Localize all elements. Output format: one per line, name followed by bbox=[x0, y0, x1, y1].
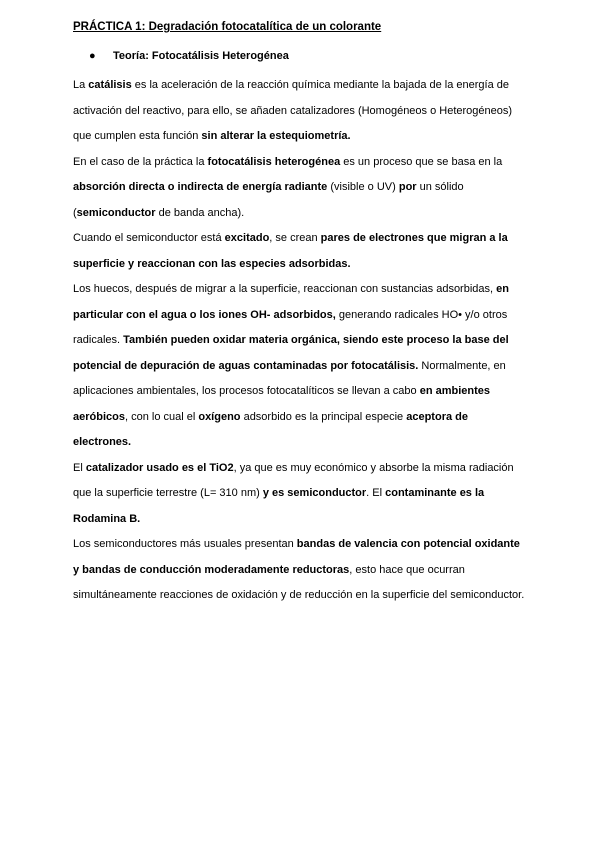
text-run: que cumplen esta función bbox=[73, 130, 202, 142]
bold-text: semiconductor bbox=[76, 206, 156, 219]
text-run: generando radicales HO• y/o otros bbox=[335, 308, 508, 321]
paragraph bbox=[73, 226, 560, 277]
bold-text: por bbox=[398, 181, 417, 193]
text-line bbox=[73, 201, 560, 227]
text-run: , con lo cual el bbox=[124, 410, 199, 423]
paragraph bbox=[73, 277, 560, 456]
text-line bbox=[73, 456, 560, 482]
text-run: activación del reactivo, para ello, se añaden catalizadores (Homogéneos o Heterogéneos) bbox=[73, 104, 513, 117]
text-run: , esto hace que ocurran bbox=[349, 563, 465, 576]
paragraph bbox=[73, 456, 560, 533]
text-run: La bbox=[73, 79, 89, 91]
document-body bbox=[73, 73, 560, 609]
bold-text: en ambientes bbox=[419, 385, 491, 397]
bold-text: pares de electrones que migran a la bbox=[320, 232, 508, 244]
bold-text: Rodamina B. bbox=[73, 512, 141, 525]
text-run: Los semiconductores más usuales presentan bbox=[73, 538, 297, 550]
bold-text: potencial de depuración de aguas contaminadas por fotocatálisis. bbox=[73, 359, 419, 372]
paragraph bbox=[73, 73, 560, 150]
text-line bbox=[73, 583, 560, 609]
bold-text: aeróbicos bbox=[73, 410, 125, 423]
document-title: PRÁCTICA 1: Degradación fotocatalítica de un colorante bbox=[73, 21, 382, 33]
text-run: (visible o UV) bbox=[327, 181, 399, 193]
text-run: , se crean bbox=[269, 232, 321, 244]
text-run: es un proceso que se basa en la bbox=[340, 155, 503, 168]
text-line bbox=[73, 150, 560, 176]
text-line bbox=[73, 99, 560, 125]
text-line bbox=[73, 507, 560, 533]
bold-text: catalizador usado es el TiO2 bbox=[85, 461, 234, 474]
text-line bbox=[73, 558, 560, 584]
text-run: ( bbox=[73, 206, 77, 219]
text-run: simultáneamente reacciones de oxidación y de reducción en la superficie del semiconductor. bbox=[73, 589, 525, 601]
text-run: El bbox=[73, 461, 86, 474]
text-run: un sólido bbox=[416, 181, 464, 193]
text-run: aplicaciones ambientales, los procesos fotocatalíticos se llevan a cabo bbox=[73, 385, 420, 397]
bullet-icon: ● bbox=[89, 50, 96, 62]
text-run: adsorbido es la principal especie bbox=[240, 410, 407, 423]
bold-text: y bandas de conducción moderadamente reductoras bbox=[73, 563, 350, 576]
bold-text: aceptora de bbox=[406, 410, 468, 423]
text-line bbox=[73, 175, 560, 201]
text-line bbox=[73, 354, 560, 380]
text-line bbox=[73, 252, 560, 278]
text-run: que la superficie terrestre (L= 310 nm) bbox=[73, 487, 263, 499]
text-line bbox=[73, 430, 560, 456]
text-line bbox=[73, 405, 560, 431]
bold-text: catálisis bbox=[88, 79, 132, 91]
text-line bbox=[73, 481, 560, 507]
text-line bbox=[73, 379, 560, 405]
text-run: . El bbox=[366, 487, 386, 499]
bold-text: contaminante es la bbox=[385, 487, 485, 499]
text-line bbox=[73, 73, 560, 99]
bold-text: absorción directa o indirecta de energía radiante bbox=[73, 181, 328, 193]
bold-text: en bbox=[496, 283, 509, 295]
bold-text: También pueden oxidar materia orgánica, siendo este proceso la base del bbox=[123, 334, 509, 346]
bold-text: oxígeno bbox=[198, 410, 241, 423]
bold-text: fotocatálisis heterogénea bbox=[207, 155, 341, 168]
text-run: En el caso de la práctica la bbox=[73, 155, 208, 168]
section-heading bbox=[89, 48, 560, 64]
bold-text: superficie y reaccionan con las especies adsorbidas. bbox=[73, 257, 351, 270]
text-run: de banda ancha). bbox=[155, 206, 245, 219]
text-line bbox=[73, 328, 560, 354]
bold-text: y es semiconductor bbox=[262, 487, 367, 499]
bold-text: particular con el agua o los iones OH- adsorbidos, bbox=[73, 308, 336, 321]
bold-text: electrones. bbox=[73, 436, 132, 448]
text-line bbox=[73, 303, 560, 329]
bold-text: excitado bbox=[224, 232, 270, 244]
bold-text: bandas de valencia con potencial oxidante bbox=[296, 538, 520, 550]
text-line bbox=[73, 124, 560, 150]
text-run: es la aceleración de la reacción química mediante la bajada de la energía de bbox=[131, 79, 510, 91]
text-line bbox=[73, 532, 560, 558]
text-run: Cuando el semiconductor está bbox=[73, 232, 225, 244]
text-run: , ya que es muy económico y absorbe la misma radiación bbox=[233, 461, 514, 474]
text-run: radicales. bbox=[73, 334, 124, 346]
paragraph bbox=[73, 532, 560, 609]
paragraph bbox=[73, 150, 560, 227]
section-heading-text: Teoría: Fotocatálisis Heterogénea bbox=[113, 50, 289, 62]
text-run: Normalmente, en bbox=[418, 359, 506, 372]
text-line bbox=[73, 277, 560, 303]
text-run: Los huecos, después de migrar a la superficie, reaccionan con sustancias adsorbidas, bbox=[73, 283, 497, 295]
text-line bbox=[73, 226, 560, 252]
bold-text: sin alterar la estequiometría. bbox=[201, 130, 351, 142]
